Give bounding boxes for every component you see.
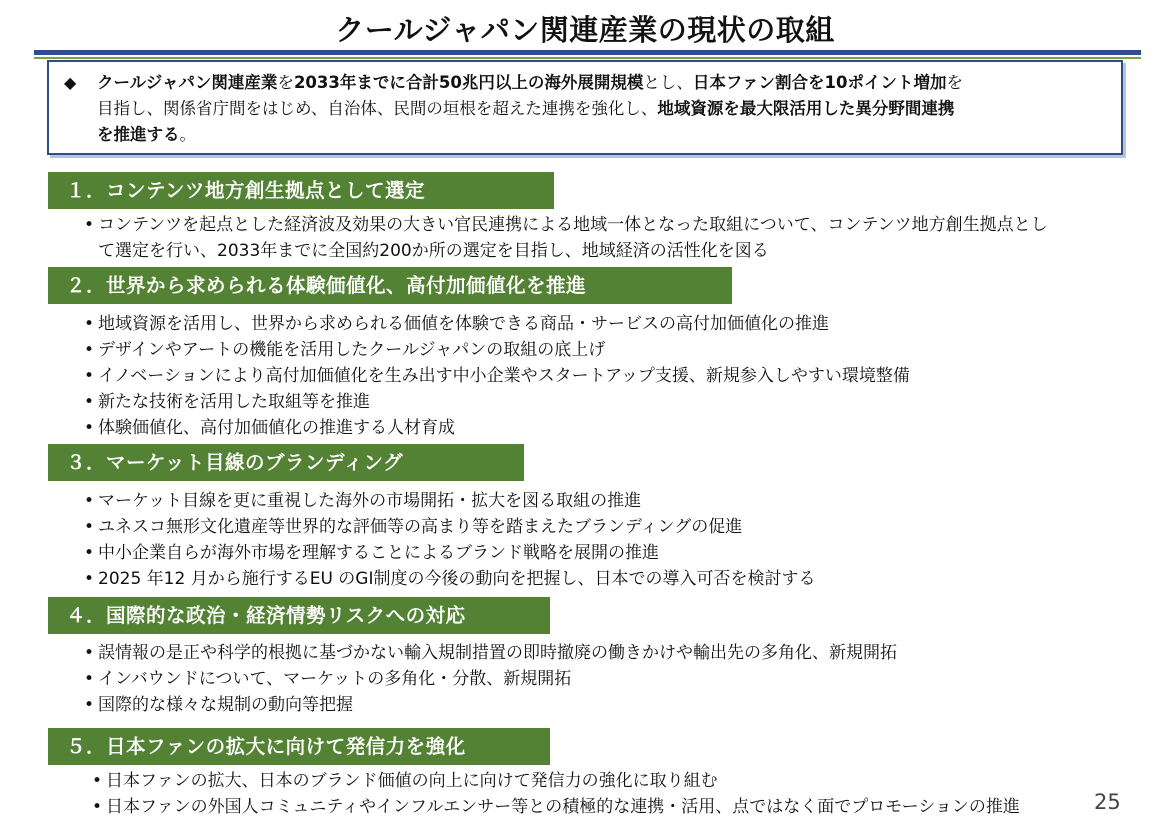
list-item: • ユネスコ無形文化遺産等世界的な評価等の高まり等を踏まえたブランディングの促進	[84, 514, 815, 540]
list-item: • デザインやアートの機能を活用したクールジャパンの取組の底上げ	[84, 337, 910, 363]
summary-bold-3: 2033年までに合計50兆円以上の海外展開規模	[293, 73, 644, 92]
bullet-dot-icon: •	[84, 366, 95, 386]
bullet-dot-icon: •	[84, 695, 95, 715]
diamond-bullet-icon: ◆	[64, 73, 77, 92]
bullet-dot-icon: •	[84, 517, 95, 537]
list-item-continuation: て選定を行い、2033年までに全国約200か所の選定を目指し、地域経済の活性化を図る	[98, 241, 769, 261]
list-item: • インバウンドについて、マーケットの多角化・分散、新規開拓	[84, 666, 897, 692]
bullet-dot-icon: •	[84, 643, 95, 663]
list-item: • 新たな技術を活用した取組等を推進	[84, 389, 910, 415]
bullet-dot-icon: •	[84, 669, 95, 689]
list-item: • 日本ファンの外国人コミュニティやインフルエンサー等との積極的な連携・活用、点ではなく面でプロモーションの推進	[92, 794, 1020, 820]
list-item: • 2025 年12 月から施行するEU のGI制度の今後の動向を把握し、日本での導入可否を検討する	[84, 566, 815, 592]
section-heading-4: ４．国際的な政治・経済情勢リスクへの対応	[48, 597, 550, 634]
summary-bold-8: 地域資源を最大限活用した異分野間連携	[657, 99, 955, 118]
bullet-dot-icon: •	[84, 491, 95, 511]
list-item: • 日本ファンの拡大、日本のブランド価値の向上に向けて発信力の強化に取り組む	[92, 768, 1020, 794]
section-heading-3: ３．マーケット目線のブランディング	[48, 444, 524, 481]
section-list-3	[84, 488, 815, 592]
section-list-5	[92, 768, 1020, 820]
summary-bold-9: を推進する	[97, 125, 180, 144]
section-list-2	[84, 311, 910, 441]
bullet-dot-icon: •	[92, 771, 103, 791]
page-number: 25	[1094, 790, 1121, 814]
section-list-1	[84, 212, 1048, 264]
section-list-4	[84, 640, 897, 718]
bullet-dot-icon: •	[84, 418, 95, 438]
summary-bold-1: クールジャパン関連産業	[97, 73, 278, 92]
section-heading-2: ２．世界から求められる体験価値化、高付加価値化を推進	[48, 267, 732, 304]
bullet-dot-icon: •	[84, 215, 95, 235]
bullet-dot-icon: •	[84, 543, 95, 563]
summary-text-6: を	[946, 73, 963, 92]
bullet-dot-icon: •	[84, 569, 95, 589]
summary-text-4: とし、	[643, 73, 693, 92]
summary-text-7: 目指し、関係省庁間をはじめ、自治体、民間の垣根を超えた連携を強化し、	[97, 99, 658, 118]
list-item: • マーケット目線を更に重視した海外の市場開拓・拡大を図る取組の推進	[84, 488, 815, 514]
list-item: • コンテンツを起点とした経済波及効果の大きい官民連携による地域一体となった取組について、コンテンツ地方創生拠点とし	[84, 212, 1048, 238]
summary-bold-5: 日本ファン割合を10ポイント増加	[692, 73, 947, 92]
bullet-dot-icon: •	[92, 797, 103, 817]
bullet-dot-icon: •	[84, 314, 95, 334]
bullet-dot-icon: •	[84, 340, 95, 360]
summary-box	[47, 60, 1123, 155]
list-item: • イノベーションにより高付加価値化を生み出す中小企業やスタートアップ支援、新規参入しやすい環境整備	[84, 363, 910, 389]
bullet-dot-icon: •	[84, 392, 95, 412]
title-underline-blue	[34, 50, 1141, 55]
summary-text-2: を	[277, 73, 294, 92]
section-heading-1: １．コンテンツ地方創生拠点として選定	[48, 172, 554, 209]
title-underline-green	[34, 57, 1141, 59]
list-item: • 誤情報の是正や科学的根拠に基づかない輸入規制措置の即時撤廃の働きかけや輸出先の多角化、新規開拓	[84, 640, 897, 666]
list-item: • 国際的な様々な規制の動向等把握	[84, 692, 897, 718]
page-title: クールジャパン関連産業の現状の取組	[335, 13, 835, 47]
section-heading-5: ５．日本ファンの拡大に向けて発信力を強化	[48, 728, 550, 765]
summary-text-10: 。	[179, 125, 196, 144]
list-item: • 中小企業自らが海外市場を理解することによるブランド戦略を展開の推進	[84, 540, 815, 566]
list-item: • 体験価値化、高付加価値化の推進する人材育成	[84, 415, 910, 441]
list-item: • 地域資源を活用し、世界から求められる価値を体験できる商品・サービスの高付加価値化の推進	[84, 311, 910, 337]
